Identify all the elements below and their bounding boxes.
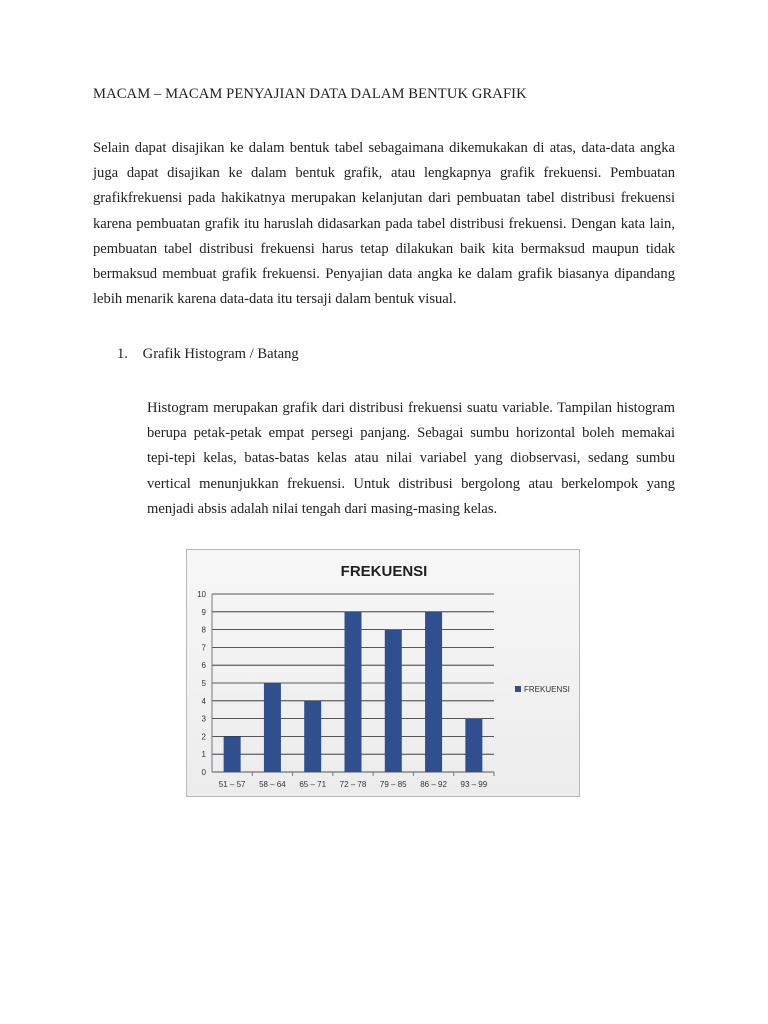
- list-item-number: 1.: [117, 346, 128, 362]
- bar: [385, 630, 402, 772]
- bar: [304, 701, 321, 772]
- y-tick-label: 7: [201, 643, 206, 653]
- legend-label: FREKUENSI: [524, 685, 570, 694]
- histogram-description: Histogram merupakan grafik dari distribusi frekuensi suatu variable. Tampilan histogram berupa petak-petak empat persegi panjang. Sebagai sumbu horizontal boleh memakai tepi-tepi kelas, batas-batas kelas atau nilai variabel yang diobservasi, sedang sumbu vertical menunjukkan frekuensi. Untuk distribusi bergolong atau berkelompok yang menjadi absis adalah nilai tengah dari masing-masing kelas.: [147, 400, 675, 517]
- bar: [224, 736, 241, 772]
- list-item-histogram: [117, 346, 299, 363]
- list-item-title: Grafik Histogram / Batang: [142, 346, 299, 362]
- y-tick-label: 3: [201, 714, 206, 724]
- y-tick-label: 6: [201, 661, 206, 671]
- bar: [264, 683, 281, 772]
- page-heading: MACAM – MACAM PENYAJIAN DATA DALAM BENTUK GRAFIK: [93, 86, 527, 102]
- x-tick-label: 79 – 85: [379, 780, 407, 789]
- chart-x-axis: [219, 772, 494, 789]
- x-tick-label: 65 – 71: [299, 780, 327, 789]
- chart-title: FREKUENSI: [340, 563, 428, 580]
- chart-y-axis: [197, 590, 212, 777]
- y-tick-label: 1: [201, 750, 206, 760]
- y-tick-label: 2: [201, 732, 206, 742]
- bar: [345, 612, 362, 772]
- x-tick-label: 51 – 57: [218, 780, 246, 789]
- y-tick-label: 5: [201, 679, 206, 688]
- bar: [465, 719, 482, 772]
- y-tick-label: 10: [197, 590, 206, 599]
- y-tick-label: 9: [201, 607, 206, 617]
- y-tick-label: 4: [201, 696, 206, 706]
- intro-paragraph: Selain dapat disajikan ke dalam bentuk tabel sebagaimana dikemukakan di atas, data-data angka juga dapat disajikan ke dalam bentuk grafik, atau lengkapnya grafik frekuensi. Pembuatan grafikfrekuensi pada hakikatnya merupakan kelanjutan dari pembuatan tabel distribusi frekuensi karena pembuatan grafik itu haruslah didasarkan pada tabel distribusi frekuensi. Dengan kata lain, pembuatan tabel distribusi frekuensi harus tetap dilakukan baik kita bermaksud maupun tidak bermaksud membuat grafik frekuensi. Penyajian data angka ke dalam grafik biasanya dipandang lebih menarik karena data-data itu tersaji dalam bentuk visual.: [93, 140, 675, 308]
- legend-swatch: [515, 686, 521, 692]
- chart-svg: [187, 550, 581, 798]
- chart-legend: [515, 685, 570, 694]
- chart-bars: [224, 612, 483, 772]
- y-tick-label: 8: [201, 625, 206, 635]
- x-tick-label: 86 – 92: [420, 780, 447, 789]
- x-tick-label: 72 – 78: [339, 780, 367, 789]
- bar: [425, 612, 442, 772]
- x-tick-label: 58 – 64: [259, 780, 286, 789]
- frekuensi-chart: [186, 549, 580, 797]
- y-tick-label: 0: [201, 768, 206, 777]
- x-tick-label: 93 – 99: [460, 780, 488, 789]
